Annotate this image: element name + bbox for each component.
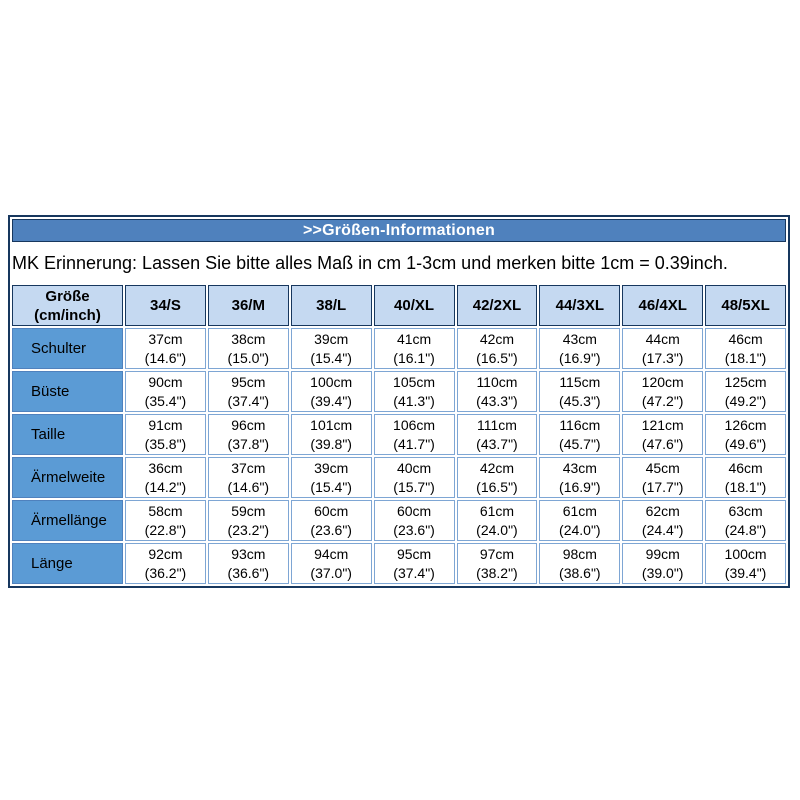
inch-value: (39.4") (724, 564, 767, 581)
size-column-header: 44/3XL (539, 285, 620, 326)
inch-value: (38.6") (559, 564, 601, 581)
measurement-cell (622, 371, 703, 412)
cm-value: 36cm (148, 459, 183, 476)
measurement-cell (622, 500, 703, 541)
inch-value: (14.6") (144, 349, 187, 366)
corner-header-line2: (cm/inch) (34, 306, 101, 324)
measurement-cell (622, 457, 703, 498)
measurement-cell (705, 328, 786, 369)
cm-value: 37cm (148, 330, 183, 347)
cm-value: 43cm (562, 330, 597, 347)
measurement-cell (374, 328, 455, 369)
measurement-cell (374, 500, 455, 541)
cm-value: 115cm (559, 373, 601, 390)
cm-value: 110cm (476, 373, 518, 390)
inch-value: (24.8") (724, 521, 767, 538)
inch-value: (35.4") (144, 392, 187, 409)
measurement-cell (208, 328, 289, 369)
cm-value: 46cm (728, 459, 763, 476)
measurement-cell (374, 543, 455, 584)
measurement-cell (705, 414, 786, 455)
size-table (10, 217, 788, 586)
cm-value: 96cm (231, 416, 266, 433)
measurement-cell (374, 414, 455, 455)
measurement-cell (705, 371, 786, 412)
cm-value: 61cm (562, 502, 597, 519)
measurement-cell (125, 328, 206, 369)
cm-value: 99cm (645, 545, 680, 562)
measurement-cell (374, 371, 455, 412)
inch-value: (24.0") (559, 521, 601, 538)
inch-value: (16.5") (476, 349, 518, 366)
inch-value: (39.4") (310, 392, 352, 409)
inch-value: (47.6") (641, 435, 684, 452)
cm-value: 106cm (393, 416, 436, 433)
cm-value: 45cm (645, 459, 680, 476)
inch-value: (23.2") (227, 521, 270, 538)
cm-value: 101cm (310, 416, 353, 433)
cm-value: 91cm (148, 416, 183, 433)
inch-value: (38.2") (476, 564, 518, 581)
inch-value: (16.1") (393, 349, 435, 366)
cm-value: 95cm (396, 545, 432, 562)
inch-value: (41.3") (393, 392, 435, 409)
measurement-cell (539, 414, 620, 455)
inch-value: (41.7") (393, 435, 435, 452)
inch-value: (36.6") (227, 564, 270, 581)
measurement-row-label: Länge (12, 543, 123, 584)
measurement-cell (125, 543, 206, 584)
cm-value: 63cm (728, 502, 763, 519)
inch-value: (37.4") (393, 564, 435, 581)
inch-value: (14.2") (144, 478, 187, 495)
inch-value: (18.1") (724, 478, 767, 495)
cm-value: 94cm (314, 545, 349, 562)
measurement-note: MK Erinnerung: Lassen Sie bitte alles Maß in cm 1-3cm und merken bitte 1cm = 0.39inch. (12, 244, 786, 283)
cm-value: 100cm (310, 373, 353, 390)
note-row (12, 244, 786, 283)
cm-value: 125cm (724, 373, 767, 390)
measurement-cell (125, 371, 206, 412)
size-column-header: 38/L (291, 285, 372, 326)
measurement-cell (291, 457, 372, 498)
inch-value: (37.4") (227, 392, 270, 409)
inch-value: (16.9") (559, 478, 601, 495)
inch-value: (45.7") (559, 435, 601, 452)
size-header-row (12, 285, 786, 326)
inch-value: (17.7") (641, 478, 684, 495)
cm-value: 98cm (562, 545, 597, 562)
corner-header (12, 285, 123, 326)
measurement-cell (705, 543, 786, 584)
cm-value: 58cm (148, 502, 183, 519)
cm-value: 41cm (396, 330, 432, 347)
measurement-cell (457, 371, 538, 412)
cm-value: 44cm (645, 330, 680, 347)
measurement-row (12, 371, 786, 412)
cm-value: 116cm (559, 416, 601, 433)
inch-value: (16.9") (559, 349, 601, 366)
cm-value: 105cm (393, 373, 436, 390)
measurement-cell (705, 457, 786, 498)
inch-value: (36.2") (144, 564, 187, 581)
size-column-header: 46/4XL (622, 285, 703, 326)
measurement-row (12, 500, 786, 541)
cm-value: 126cm (724, 416, 767, 433)
measurement-cell (539, 543, 620, 584)
cm-value: 38cm (231, 330, 266, 347)
measurement-cell (457, 543, 538, 584)
measurement-cell (622, 414, 703, 455)
measurement-row-label: Ärmellänge (12, 500, 123, 541)
measurement-cell (457, 457, 538, 498)
inch-value: (37.0") (310, 564, 352, 581)
cm-value: 111cm (476, 416, 517, 433)
measurement-cell (208, 371, 289, 412)
cm-value: 100cm (724, 545, 767, 562)
cm-value: 93cm (231, 545, 266, 562)
cm-value: 97cm (479, 545, 515, 562)
measurement-row (12, 543, 786, 584)
inch-value: (39.8") (310, 435, 352, 452)
measurement-cell (208, 414, 289, 455)
measurement-cell (457, 414, 538, 455)
measurement-cell (291, 371, 372, 412)
cm-value: 39cm (314, 459, 349, 476)
inch-value: (15.0") (227, 349, 270, 366)
measurement-cell (208, 543, 289, 584)
corner-header-line1: Größe (45, 287, 90, 305)
cm-value: 95cm (231, 373, 266, 390)
size-column-header: 34/S (125, 285, 206, 326)
measurement-cell (291, 414, 372, 455)
cm-value: 40cm (396, 459, 432, 476)
inch-value: (24.0") (476, 521, 518, 538)
measurement-cell (125, 500, 206, 541)
cm-value: 37cm (231, 459, 266, 476)
measurement-cell (208, 500, 289, 541)
measurement-cell (457, 500, 538, 541)
cm-value: 43cm (562, 459, 597, 476)
measurement-cell (622, 543, 703, 584)
measurement-cell (125, 414, 206, 455)
measurement-cell (374, 457, 455, 498)
cm-value: 60cm (396, 502, 432, 519)
measurement-cell (291, 328, 372, 369)
cm-value: 61cm (479, 502, 515, 519)
inch-value: (45.3") (559, 392, 601, 409)
measurement-cell (291, 543, 372, 584)
inch-value: (17.3") (641, 349, 684, 366)
measurement-cell (539, 328, 620, 369)
measurement-cell (622, 328, 703, 369)
chart-title: >>Größen-Informationen (12, 219, 786, 242)
inch-value: (23.6") (393, 521, 435, 538)
measurement-cell (539, 457, 620, 498)
inch-value: (39.0") (641, 564, 684, 581)
measurement-row-label: Schulter (12, 328, 123, 369)
size-column-header: 48/5XL (705, 285, 786, 326)
measurement-cell (539, 500, 620, 541)
cm-value: 42cm (479, 459, 515, 476)
measurement-cell (705, 500, 786, 541)
measurement-cell (125, 457, 206, 498)
size-column-header: 40/XL (374, 285, 455, 326)
cm-value: 121cm (641, 416, 684, 433)
measurement-row (12, 328, 786, 369)
inch-value: (37.8") (227, 435, 270, 452)
inch-value: (49.6") (724, 435, 767, 452)
inch-value: (18.1") (724, 349, 767, 366)
measurement-cell (291, 500, 372, 541)
measurement-row (12, 414, 786, 455)
cm-value: 120cm (641, 373, 684, 390)
inch-value: (43.3") (476, 392, 518, 409)
size-column-header: 36/M (208, 285, 289, 326)
cm-value: 59cm (231, 502, 266, 519)
measurement-cell (539, 371, 620, 412)
cm-value: 39cm (314, 330, 349, 347)
inch-value: (23.6") (310, 521, 352, 538)
size-chart (8, 215, 790, 588)
inch-value: (49.2") (724, 392, 767, 409)
inch-value: (16.5") (476, 478, 518, 495)
measurement-row-label: Taille (12, 414, 123, 455)
inch-value: (47.2") (641, 392, 684, 409)
measurement-row-label: Ärmelweite (12, 457, 123, 498)
measurement-row-label: Büste (12, 371, 123, 412)
inch-value: (43.7") (476, 435, 518, 452)
size-column-header: 42/2XL (457, 285, 538, 326)
inch-value: (15.7") (393, 478, 435, 495)
inch-value: (14.6") (227, 478, 270, 495)
inch-value: (24.4") (641, 521, 684, 538)
inch-value: (35.8") (144, 435, 187, 452)
measurement-row (12, 457, 786, 498)
inch-value: (15.4") (310, 478, 352, 495)
inch-value: (22.8") (144, 521, 187, 538)
cm-value: 42cm (479, 330, 515, 347)
cm-value: 60cm (314, 502, 349, 519)
measurement-cell (457, 328, 538, 369)
title-row (12, 219, 786, 242)
inch-value: (15.4") (310, 349, 352, 366)
cm-value: 92cm (148, 545, 183, 562)
cm-value: 46cm (728, 330, 763, 347)
cm-value: 90cm (148, 373, 183, 390)
cm-value: 62cm (645, 502, 680, 519)
measurement-cell (208, 457, 289, 498)
